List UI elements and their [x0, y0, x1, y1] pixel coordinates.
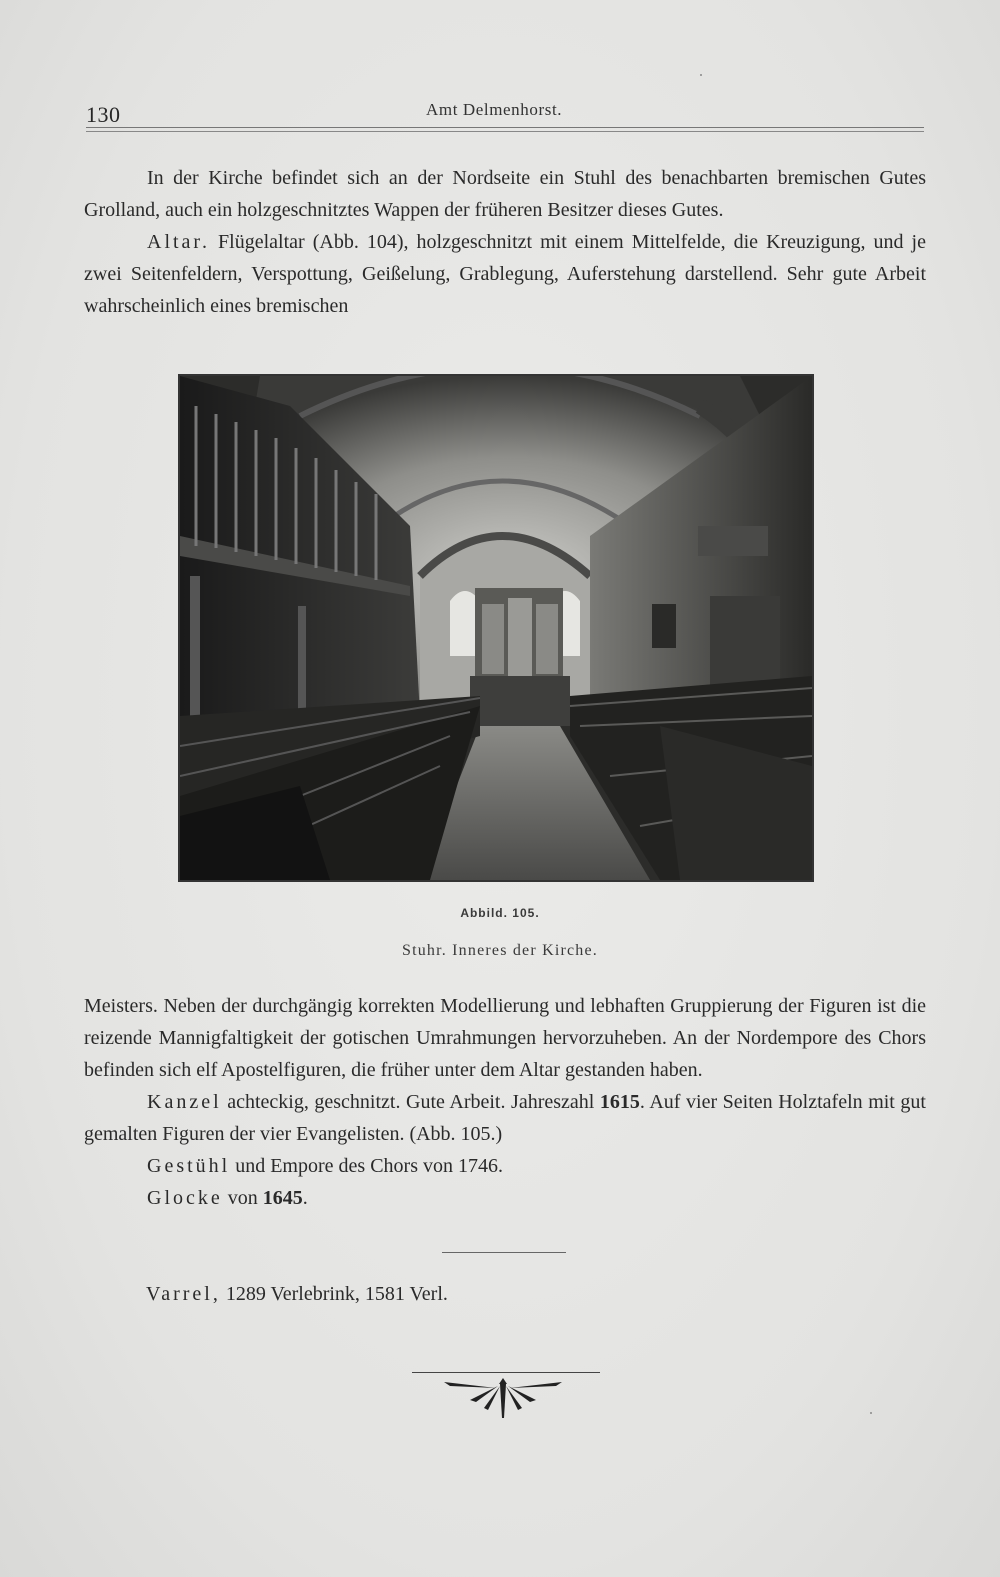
body-text-bottom [84, 990, 926, 1214]
kanzel-year: 1615 [599, 1091, 640, 1113]
glocke-year: 1645 [262, 1187, 303, 1209]
church-interior-photo [178, 374, 814, 882]
kanzel-label: Kanzel [147, 1091, 222, 1113]
altar-text: Flügelaltar (Abb. 104), holzgeschnitzt mit einem Mittelfelde, die Kreuzigung, und je zwei Seitenfeldern, Verspottung, Geißelung, Grablegung, Auferstehung darstellend. Sehr gute Arbeit wahrscheinlich eines bremischen [84, 231, 926, 317]
entry-text: 1289 Verlebrink, 1581 Verl. [220, 1283, 448, 1305]
body-text-top [84, 162, 926, 322]
paragraph-kanzel [84, 1086, 926, 1150]
paper-speck [870, 1412, 872, 1414]
paragraph-kirche: In der Kirche befindet sich an der Nordseite ein Stuhl des benachbarten bremischen Gutes Grolland, auch ein holzgeschnitztes Wappen der früheren Besitzer dieses Gutes. [84, 167, 926, 221]
glocke-text: von [222, 1187, 263, 1209]
page-number: 130 [86, 102, 121, 127]
end-ornament-icon [440, 1372, 566, 1422]
paragraph-gestuehl [84, 1150, 926, 1182]
page-header [86, 98, 924, 130]
kanzel-text: achteckig, geschnitzt. Gute Arbeit. Jahreszahl [221, 1091, 600, 1113]
entry-place: Varrel, [146, 1283, 221, 1305]
paper-speck [700, 74, 702, 76]
entry-varrel [146, 1278, 448, 1310]
paragraph-glocke [84, 1182, 926, 1214]
paragraph-altar [84, 226, 926, 322]
header-rule [86, 127, 924, 132]
altar-label: Altar. [147, 231, 210, 253]
gestuehl-label: Gestühl [147, 1155, 231, 1177]
kanzel-text-2: . Auf vier Seiten Holztafeln mit gut gemalten Figuren der vier Evangelisten. (Abb. 105.) [84, 1091, 926, 1145]
running-head: Amt Delmenhorst. [426, 100, 563, 119]
figure-caption: Stuhr. Inneres der Kirche. [401, 942, 599, 959]
figure-number: Abbild. 105. [460, 906, 540, 920]
paragraph-meisters: Meisters. Neben der durchgängig korrekten Modellierung und lebhaften Gruppierung der Figuren ist die reizende Mannigfaltigkeit der gotischen Umrahmungen hervorzuheben. An der Nordempore des Chors befinden sich elf Apostelfiguren, die früher unter dem Altar gestanden haben. [84, 995, 926, 1081]
glocke-text-2: . [302, 1187, 308, 1209]
gestuehl-text: und Empore des Chors von 1746. [230, 1155, 503, 1177]
glocke-label: Glocke [147, 1187, 223, 1209]
section-divider [442, 1252, 566, 1253]
